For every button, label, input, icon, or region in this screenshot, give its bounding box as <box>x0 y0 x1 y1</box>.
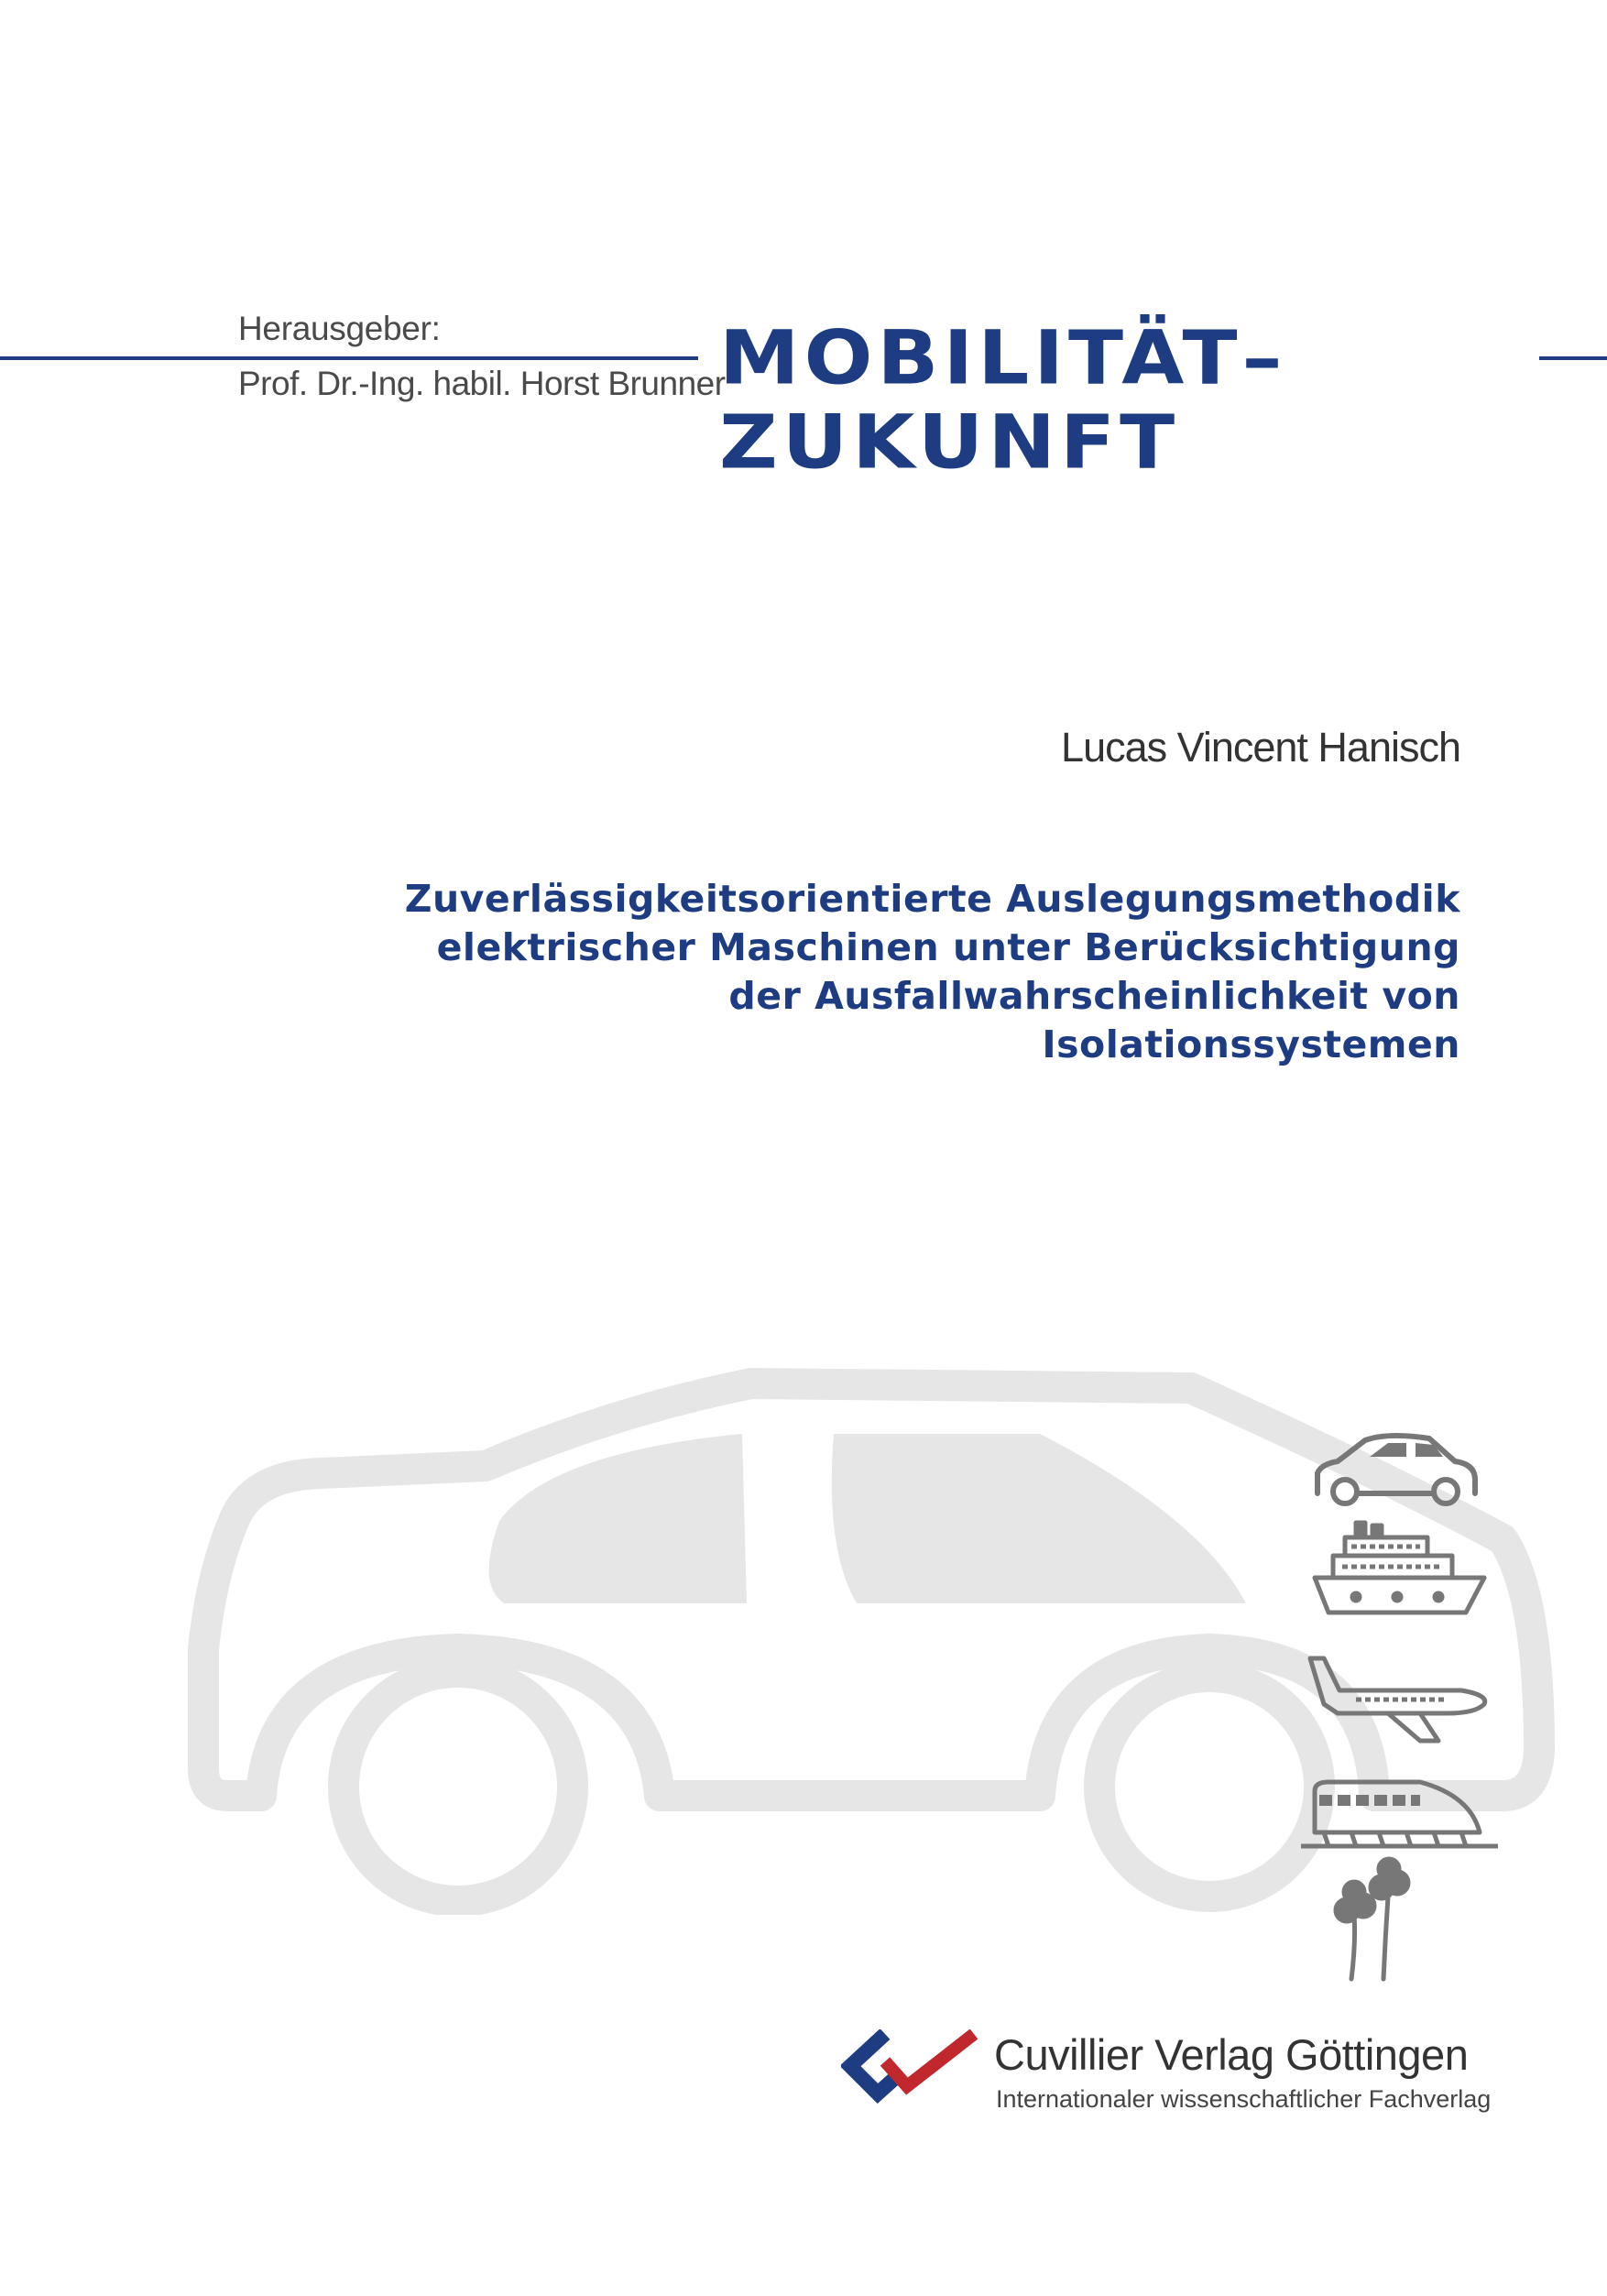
publisher-tagline: Internationaler wissenschaftlicher Fachverlag <box>996 2085 1492 2113</box>
book-title-line: elektrischer Maschinen unter Berücksichtigung <box>436 925 1460 969</box>
publisher-logo <box>841 2029 988 2112</box>
header-rule-right <box>1539 356 1607 360</box>
header-rule-left <box>0 356 698 360</box>
transport-icons <box>1301 1429 1512 1997</box>
editor-label: Herausgeber: <box>238 310 441 347</box>
ship-icon <box>1315 1523 1484 1613</box>
palm-tree-icon <box>1336 1859 1408 1979</box>
book-title <box>178 875 1460 1069</box>
author-name: Lucas Vincent Hanisch <box>1061 724 1460 771</box>
publisher-name: Cuvillier Verlag Göttingen <box>994 2030 1469 2079</box>
series-title-line-2: ZUKUNFT <box>719 399 1180 486</box>
book-title-line: der Ausfallwahrscheinlichkeit von <box>728 974 1460 1018</box>
series-title <box>719 316 1287 485</box>
book-title-line: Isolationssystemen <box>1042 1022 1460 1066</box>
train-icon <box>1301 1782 1498 1846</box>
car-icon <box>1317 1436 1475 1503</box>
editor-name: Prof. Dr.-Ing. habil. Horst Brunner <box>238 365 726 402</box>
book-title-line: Zuverlässigkeitsorientierte Auslegungsmethodik <box>404 877 1460 921</box>
series-title-line-1: MOBILITÄT– <box>719 314 1287 401</box>
airplane-icon <box>1310 1658 1485 1741</box>
